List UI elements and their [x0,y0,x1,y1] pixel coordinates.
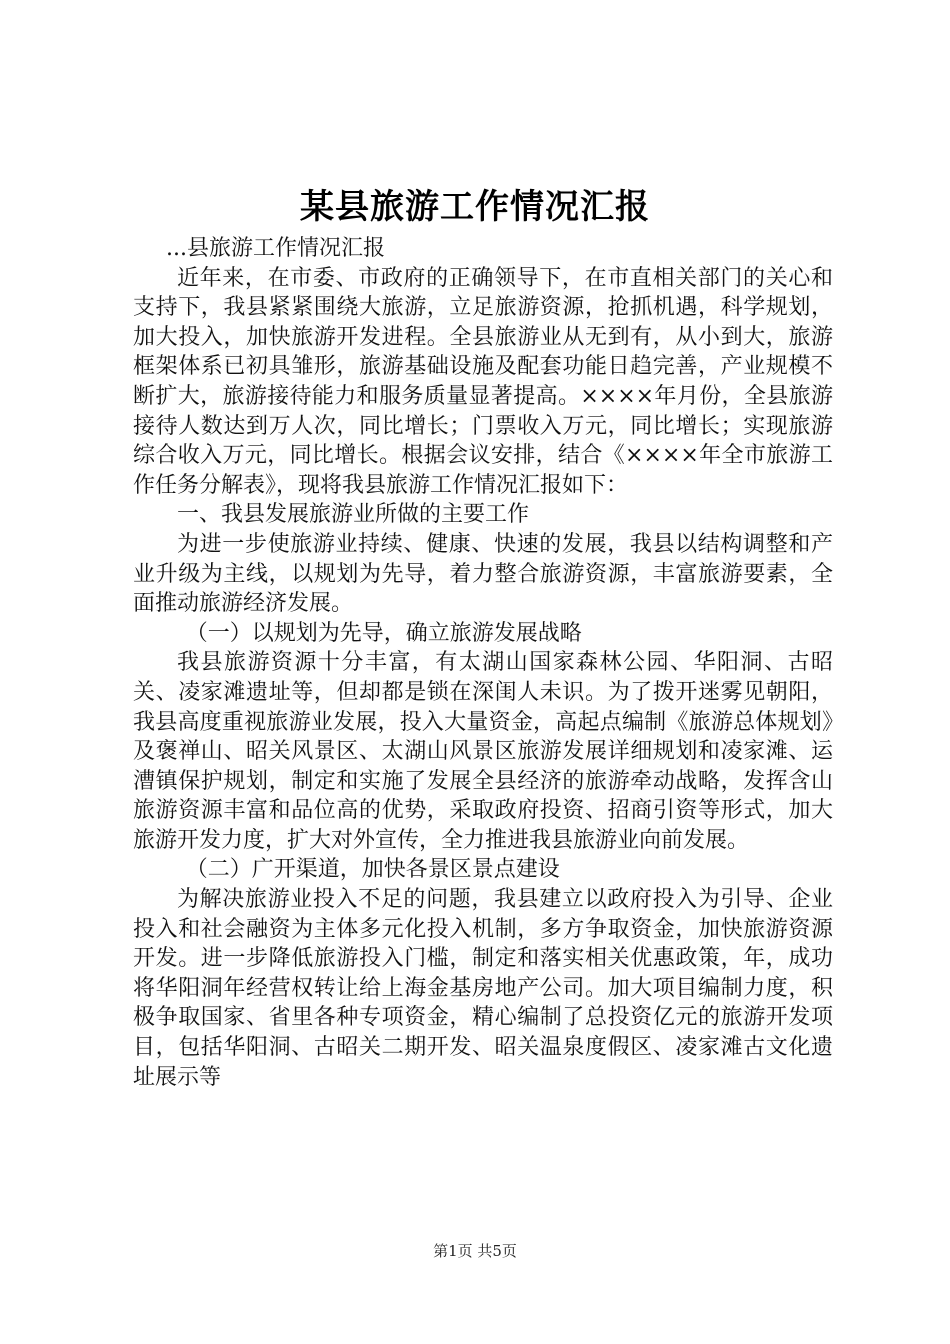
subsection-2-paragraph: 为解决旅游业投入不足的问题，我县建立以政府投入为引导、企业投入和社会融资为主体多元化投入机制，多方争取资金，加快旅游资源开发。进一步降低旅游投入门槛，制定和落实相关优惠政策，年，成功将华阳洞年经营权转让给上海金基房地产公司。加大项目编制力度，积极争取国家、省里各种专项资金，精心编制了总投资亿元的旅游开发项目，包括华阳洞、古昭关二期开发、昭关温泉度假区、凌家滩古文化遗址展示等 [133,887,833,1090]
subsection-1-paragraph: 我县旅游资源十分丰富，有太湖山国家森林公园、华阳洞、古昭关、凌家滩遗址等，但却都是锁在深闺人未识。为了拨开迷雾见朝阳，我县高度重视旅游业发展，投入大量资金，高起点编制《旅游总体规划》及褒禅山、昭关风景区、太湖山风景区旅游发展详细规划和凌家滩、运漕镇保护规划，制定和实施了发展全县经济的旅游牵动战略，发挥含山旅游资源丰富和品位高的优势，采取政府投资、招商引资等形式，加大旅游开发力度，扩大对外宣传，全力推进我县旅游业向前发展。 [133,650,833,853]
section-1-paragraph: 为进一步使旅游业持续、健康、快速的发展，我县以结构调整和产业升级为主线，以规划为先导，着力整合旅游资源，丰富旅游要素，全面推动旅游经济发展。 [133,531,833,617]
subtitle-paragraph: ...县旅游工作情况汇报 [166,236,385,261]
page-footer: 第1页 共5页 [433,1242,517,1260]
document-body [133,234,833,1092]
subsection-heading-1: （一）以规划为先导，确立旅游发展战略 [185,620,582,646]
section-heading-1: 一、我县发展旅游业所做的主要工作 [177,502,530,528]
intro-paragraph: 近年来，在市委、市政府的正确领导下，在市直相关部门的关心和支持下，我县紧紧围绕大旅游，立足旅游资源，抢抓机遇，科学规划，加大投入，加快旅游开发进程。全县旅游业从无到有，从小到大，旅游框架体系已初具雏形，旅游基础设施及配套功能日趋完善，产业规模不断扩大，旅游接待能力和服务质量显著提高。××××年月份，全县旅游接待人数达到万人次，同比增长；门票收入万元，同比增长；实现旅游综合收入万元，同比增长。根据会议安排，结合《××××年全市旅游工作任务分解表》，现将我县旅游工作情况汇报如下： [133,265,833,498]
document-title: 某县旅游工作情况汇报 [300,187,650,227]
subsection-heading-2: （二）广开渠道，加快各景区景点建设 [185,857,560,883]
